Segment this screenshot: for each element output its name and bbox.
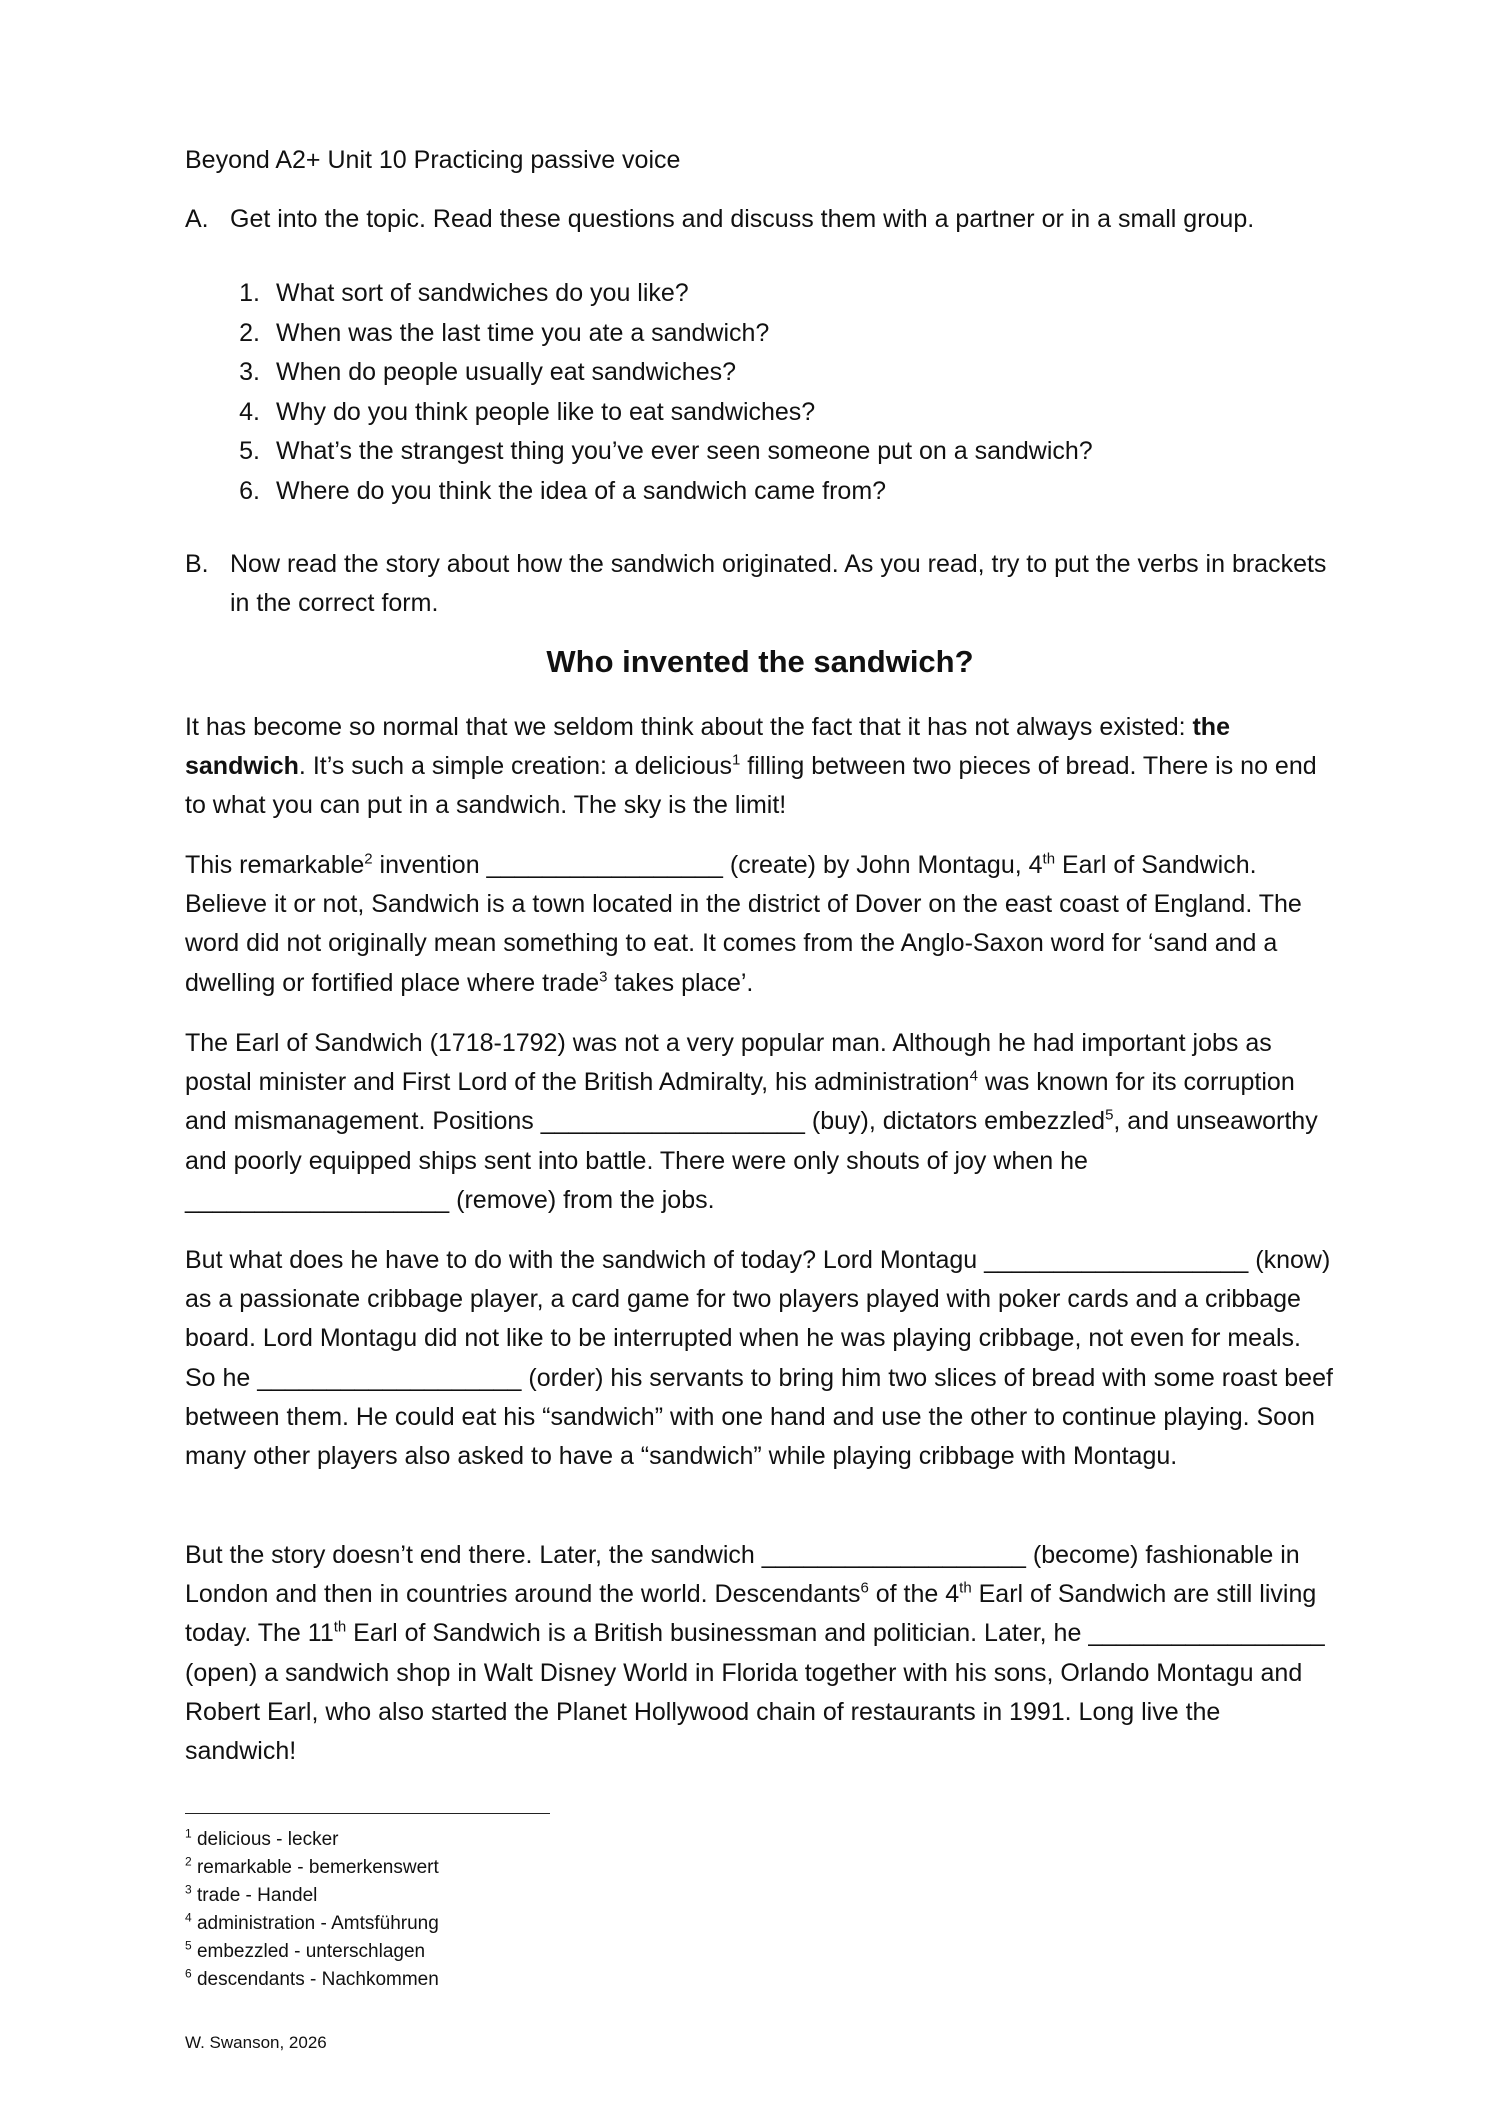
- discussion-questions: [230, 274, 1093, 511]
- text-run: was known for its corruption and mismanagement. Positions: [185, 1068, 1295, 1136]
- question-text: Where do you think the idea of a sandwich came from?: [276, 476, 887, 505]
- section-b-instruction: Now read the story about how the sandwich originated. As you read, try to put the verbs in brackets in the correct form.: [230, 550, 1327, 617]
- footnote-text: embezzled - unterschlagen: [191, 1941, 426, 1962]
- footnote-number: 5: [185, 1938, 192, 1953]
- worksheet-header: Beyond A2+ Unit 10 Practicing passive voice: [185, 146, 681, 174]
- footnote-ref: 2: [364, 850, 373, 868]
- footnote-item: [185, 1882, 439, 1910]
- question-number: 3.: [239, 358, 260, 386]
- story-paragraph-2: [185, 846, 1335, 1003]
- footnote-number: 4: [185, 1910, 192, 1925]
- footnote-number: 2: [185, 1854, 192, 1869]
- question-number: 2.: [239, 318, 260, 347]
- ordinal-suffix: th: [1042, 850, 1056, 868]
- footnotes-list: [185, 1826, 439, 1994]
- story-title: Who invented the sandwich?: [546, 644, 974, 679]
- gap-blank: ___________________: [540, 1107, 805, 1136]
- footnote-ref: 3: [599, 968, 608, 986]
- text-run: (know) as a passionate cribbage player, a card game for two players played with poker cards and a cribbage board. Lord Montagu did not like to be interrupted when he was playing cribbage, not even for meals. So he: [185, 1246, 1331, 1392]
- question-item: [230, 472, 1093, 512]
- text-run: (create) by John Montagu, 4: [722, 851, 1043, 879]
- question-text: When do people usually eat sandwiches?: [276, 358, 737, 386]
- gap-blank: _________________: [1088, 1619, 1325, 1648]
- text-run: This remarkable: [185, 851, 365, 879]
- footnote-text: delicious - lecker: [191, 1829, 339, 1850]
- gap-blank: ___________________: [257, 1363, 522, 1392]
- text-run: (order) his servants to bring him two slices of bread with some roast beef between them. He could eat his “sandwich” with one hand and use the other to continue playing. Soon many other players also asked to have a “sandwich” while playing cribbage with Montagu.: [185, 1363, 1333, 1471]
- footnote-item: [185, 1938, 439, 1966]
- footnote-item: [185, 1854, 439, 1882]
- section-b: [185, 545, 1335, 623]
- text-run: The Earl of Sandwich (1718-1792) was not a very popular man. Although he had important jobs as postal minister and First Lord of the British Admiralty, his administration: [185, 1029, 1272, 1097]
- question-text: What sort of sandwiches do you like?: [276, 279, 689, 307]
- question-item: [230, 353, 1093, 393]
- footnote-number: 1: [185, 1826, 192, 1841]
- footnote-text: trade - Handel: [191, 1885, 318, 1906]
- question-text: What’s the strangest thing you’ve ever seen someone put on a sandwich?: [276, 437, 1093, 465]
- text-run: (buy), dictators embezzled: [804, 1107, 1106, 1136]
- text-run: , and unseaworthy and poorly equipped ships sent into battle. There were only shouts of joy when he: [185, 1107, 1318, 1175]
- story-paragraph-1: [185, 708, 1335, 826]
- footnote-ref: 5: [1105, 1107, 1114, 1125]
- footnote-divider: [185, 1813, 550, 1814]
- question-number: 5.: [239, 437, 260, 465]
- story-paragraph-3: [185, 1024, 1335, 1220]
- gap-blank: ___________________: [761, 1541, 1026, 1569]
- footnote-item: [185, 1826, 439, 1854]
- text-run: It has become so normal that we seldom think about the fact that it has not always existed:: [185, 713, 1193, 741]
- text-run: Earl of Sandwich are still living today. The 11: [185, 1580, 1317, 1648]
- question-number: 1.: [239, 279, 260, 307]
- footnote-ref: 6: [860, 1579, 869, 1597]
- question-item: [230, 274, 1093, 314]
- story-paragraph-5: [185, 1536, 1335, 1771]
- gap-blank: _________________: [486, 851, 723, 879]
- section-a: [185, 200, 1335, 239]
- story-paragraph-4: [185, 1241, 1335, 1476]
- ordinal-suffix: th: [959, 1579, 972, 1597]
- footnote-number: 3: [185, 1882, 192, 1897]
- text-run: of the 4: [868, 1580, 960, 1609]
- gap-blank: ___________________: [185, 1185, 450, 1214]
- text-run: (open) a sandwich shop in Walt Disney World in Florida together with his sons, Orlando Montagu and Robert Earl, who also started the Planet Hollywood chain of restaurants in 1991. Long live the sandwich!: [185, 1658, 1303, 1766]
- question-item: [230, 432, 1093, 472]
- text-run: Earl of Sandwich is a British businessman and politician. Later, he: [346, 1619, 1089, 1648]
- footnote-ref: 4: [969, 1067, 978, 1085]
- text-run: But the story doesn’t end there. Later, the sandwich: [185, 1541, 762, 1569]
- footnote-number: 6: [185, 1966, 192, 1981]
- question-text: When was the last time you ate a sandwich?: [276, 318, 770, 347]
- gap-blank: ___________________: [984, 1246, 1249, 1274]
- question-number: 6.: [239, 476, 260, 505]
- section-a-instruction: Get into the topic. Read these questions and discuss them with a partner or in a small group.: [230, 205, 1255, 233]
- text-run: takes place’.: [607, 968, 754, 997]
- footnote-item: [185, 1910, 439, 1938]
- text-run: Earl of Sandwich. Believe it or not, Sandwich is a town located in the district of Dover on the east coast of England. The word did not originally mean something to eat. It comes from the Anglo-Saxon word for ‘sand and a dwelling or fortified place where trade: [185, 851, 1302, 997]
- text-run: (remove) from the jobs.: [449, 1185, 715, 1214]
- footnote-item: [185, 1966, 439, 1994]
- text-run: . It’s such a simple creation: a delicious: [298, 752, 733, 781]
- question-text: Why do you think people like to eat sandwiches?: [276, 397, 816, 426]
- section-b-letter: B.: [185, 550, 209, 578]
- text-run: But what does he have to do with the sandwich of today? Lord Montagu: [185, 1246, 985, 1274]
- footnote-text: descendants - Nachkommen: [191, 1969, 439, 1990]
- ordinal-suffix: th: [333, 1619, 347, 1637]
- question-item: [230, 314, 1093, 354]
- bold-term: the sandwich: [185, 713, 1230, 781]
- footnote-text: administration - Amtsführung: [191, 1913, 439, 1934]
- section-a-letter: A.: [185, 205, 209, 233]
- text-run: filling between two pieces of bread. There is no end to what you can put in a sandwich. The sky is the limit!: [185, 752, 1317, 820]
- question-number: 4.: [239, 397, 260, 426]
- footnote-ref: 1: [732, 751, 741, 769]
- footnote-text: remarkable - bemerkenswert: [191, 1857, 439, 1878]
- question-item: [230, 393, 1093, 433]
- text-run: (become) fashionable in London and then in countries around the world. Descendants: [185, 1541, 1300, 1609]
- author-footer: W. Swanson, 2026: [185, 2033, 327, 2052]
- text-run: invention: [372, 851, 487, 879]
